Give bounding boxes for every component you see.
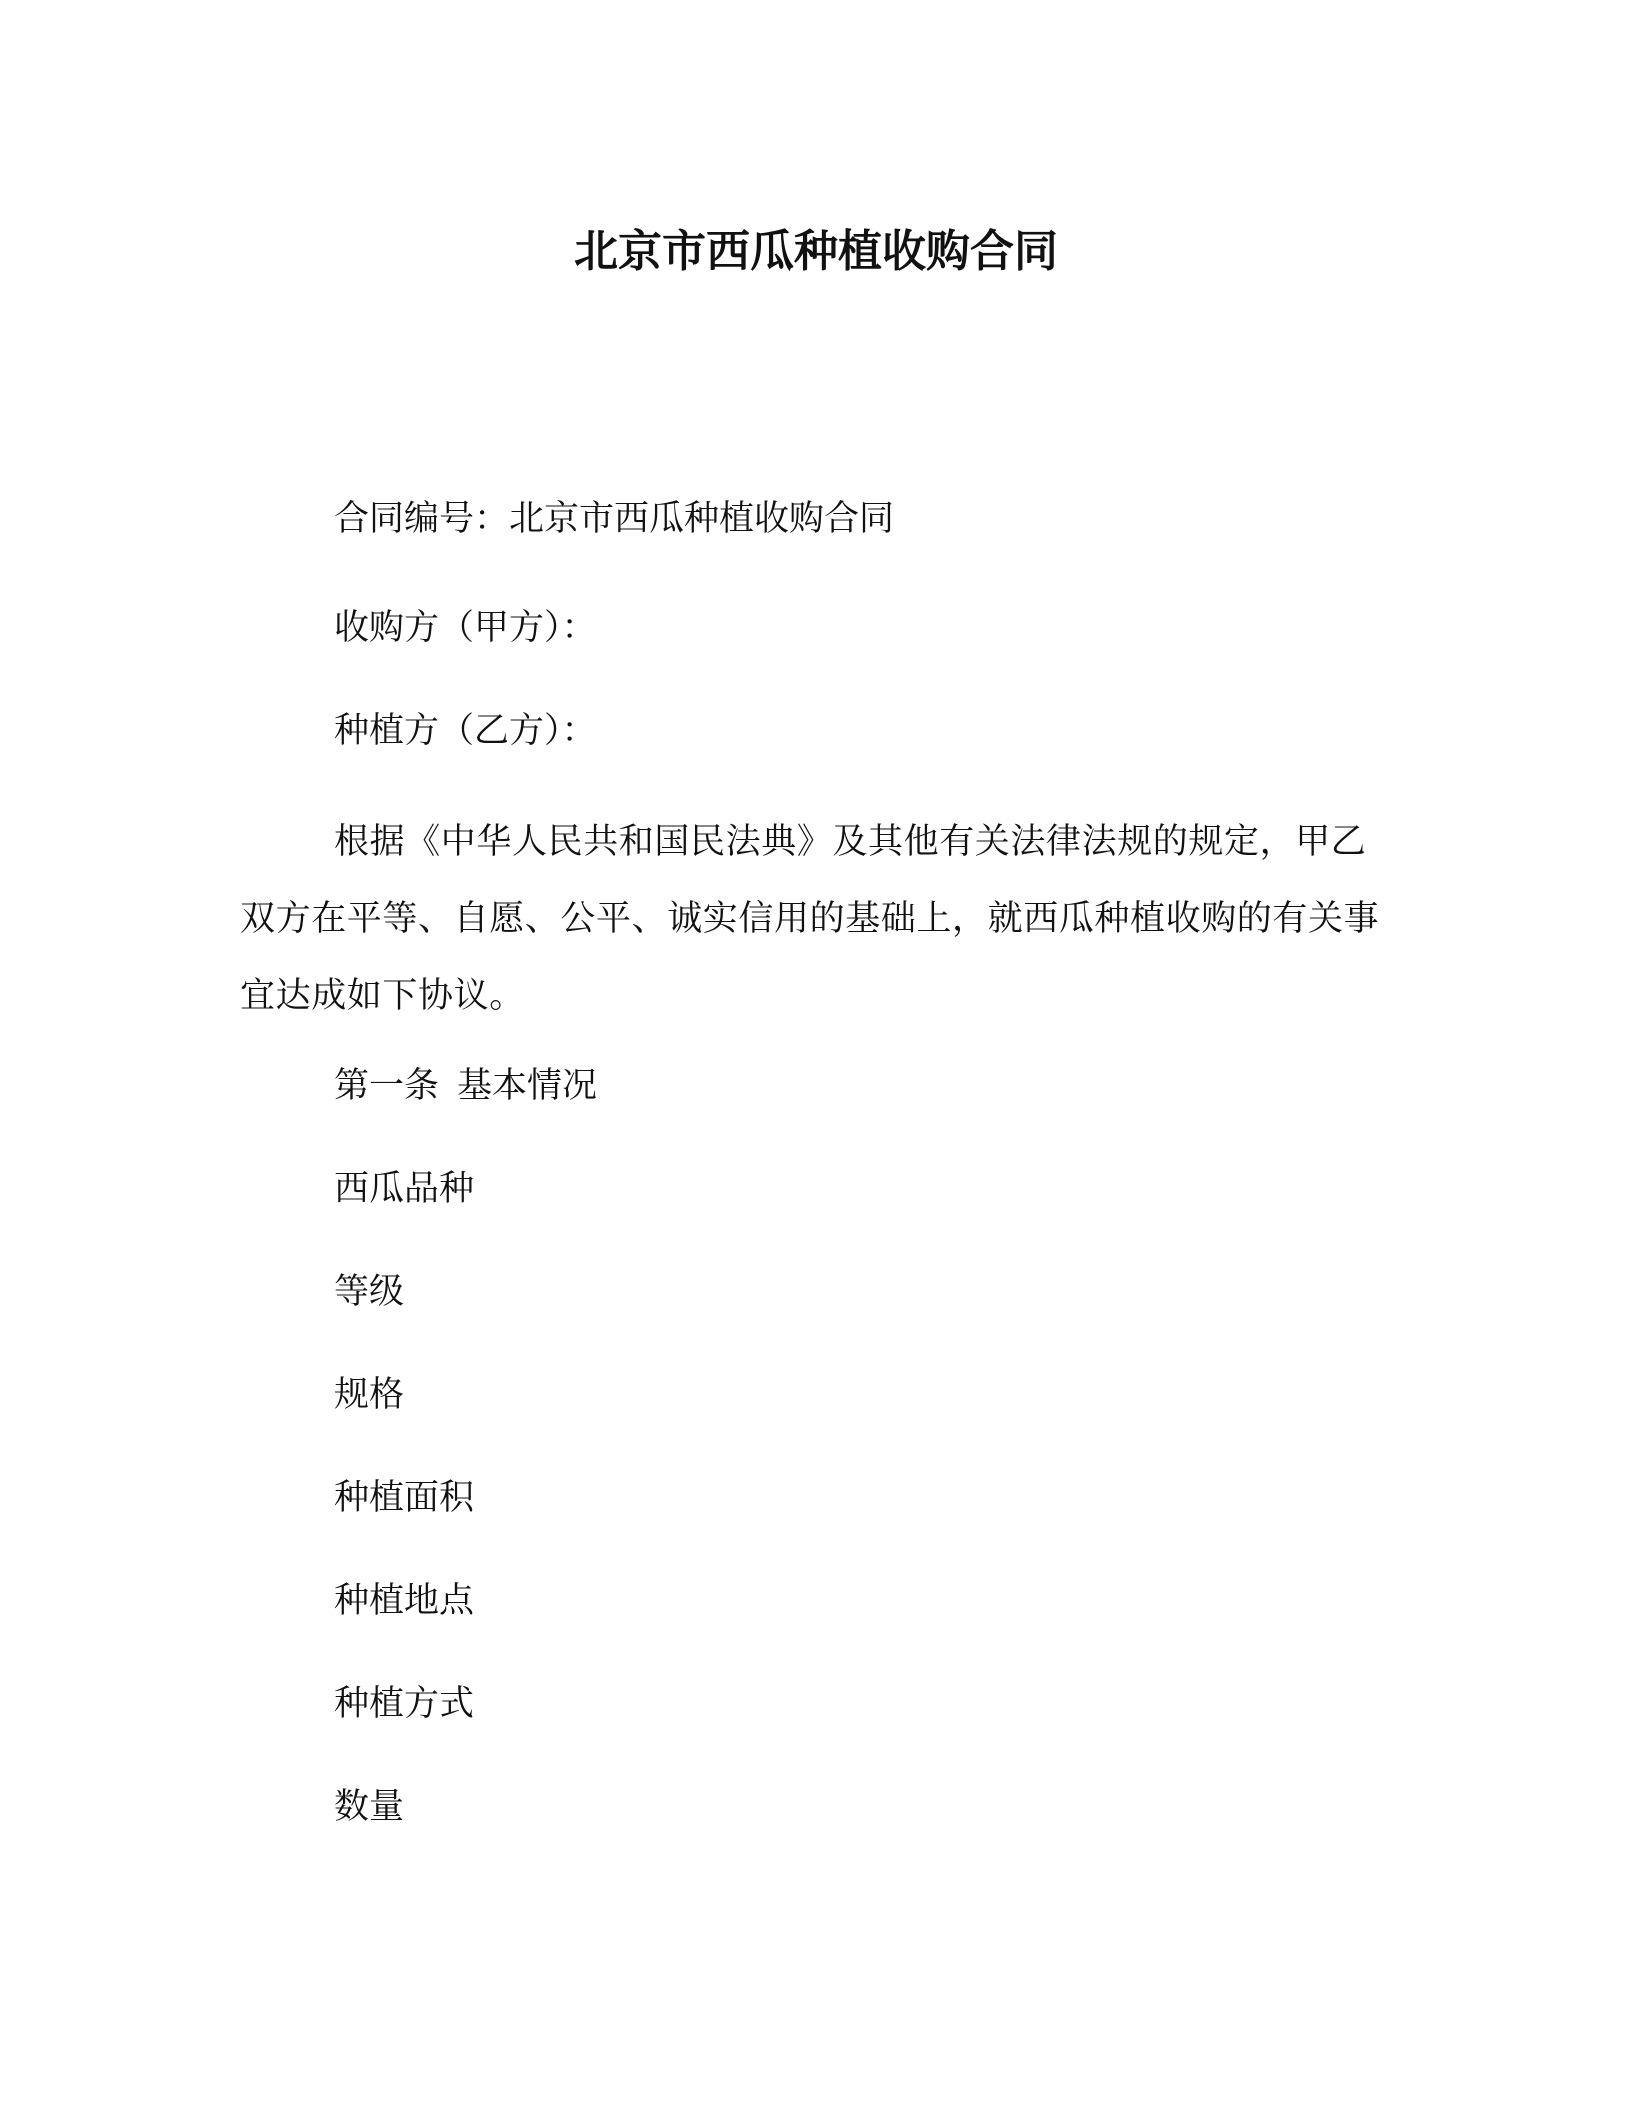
field-planting-area: 种植面积 [334, 1478, 475, 1518]
party-b-line: 种植方（乙方）： [334, 711, 597, 751]
document-title: 北京市西瓜种植收购合同 [574, 226, 1058, 277]
article-1-heading [334, 1063, 597, 1109]
field-grade: 等级 [334, 1272, 405, 1312]
field-specification: 规格 [334, 1375, 405, 1415]
contract-number-label: 合同编号： [334, 499, 510, 539]
party-a-line: 收购方（甲方）： [334, 608, 597, 648]
preamble-paragraph: 根据《中华人民共和国民法典》及其他有关法律法规的规定，甲乙双方在平等、自愿、公平、诚实信用的基础上，就西瓜种植收购的有关事宜达成如下协议。 [240, 822, 1380, 1016]
contract-number-value: 北京市西瓜种植收购合同 [509, 499, 895, 539]
field-planting-method: 种植方式 [334, 1684, 475, 1724]
field-quantity: 数量 [334, 1787, 405, 1827]
contract-number-line [334, 496, 894, 542]
article-1-number: 第一条 [334, 1066, 440, 1106]
field-planting-location: 种植地点 [334, 1581, 475, 1621]
article-1-title: 基本情况 [457, 1066, 598, 1106]
field-watermelon-variety: 西瓜品种 [334, 1169, 475, 1209]
